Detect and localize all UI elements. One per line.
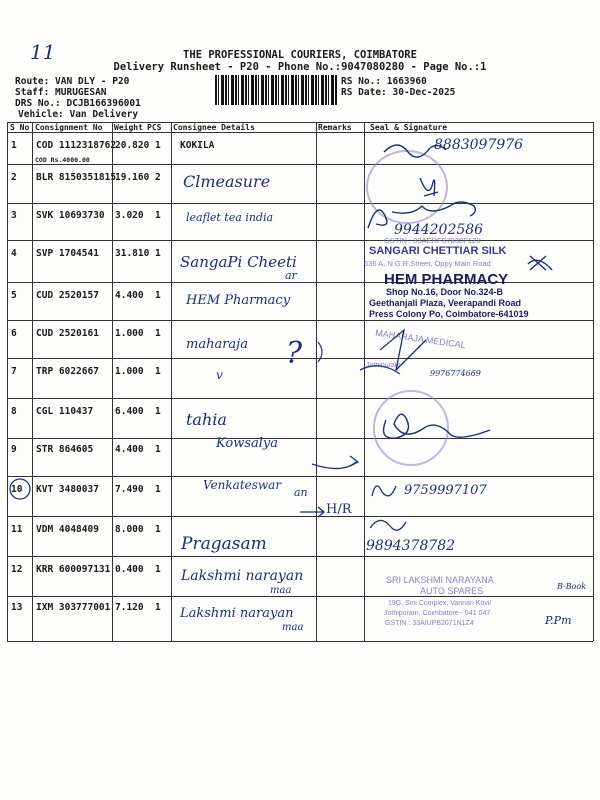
row-divider [7,164,593,165]
row-sno: 13 [11,602,23,613]
row-sno: 10 [11,484,23,495]
hw-note-book: B-Book [557,582,587,591]
row-sno: 3 [11,210,17,221]
hw-hr-note: H/R [326,502,352,517]
hw-phone-row3: 9944202586 [394,222,484,238]
row-pcs: 1 [155,210,161,221]
row-pcs: 1 [155,524,161,535]
hw-consignee-12a: Lakshmi narayan [181,568,304,584]
hw-consignee-9: Kowsalya [216,436,278,451]
stamp4-line3: 19G, Sini Complex, Vannan Kovil [388,600,491,607]
arrow-row9-10 [312,456,358,469]
hw-phone-row1: 8883097976 [434,137,524,153]
row-sno: 7 [11,366,17,377]
row-sno: 9 [11,444,17,455]
row-weight: 4.400 [115,290,144,301]
hw-consignee-8: tahia [186,410,227,429]
row-sno: 6 [11,328,17,339]
round-seal-middle [373,390,449,466]
stamp4-line4: Jothipuram, Coimbatore - 641 047 [384,610,491,617]
col-consignment: Consignment No [35,123,103,132]
row-divider [7,438,593,439]
rs-date: RS Date: 30-Dec-2025 [341,87,456,98]
stamp4-line2: AUTO SPARES [420,586,484,596]
stamp2-line3: Press Colony Po, Coimbatore-641019 [369,309,529,319]
row-weight: 31.810 [115,248,150,259]
row-consignment: CUD 2520161 [36,328,99,339]
row-pcs: 1 [155,444,161,455]
row-weight: 4.400 [115,444,144,455]
row-weight: 7.490 [115,484,144,495]
row-sno: 1 [11,140,17,151]
row-pcs: 1 [155,328,161,339]
row-weight: 20.820 [115,140,150,151]
hw-consignee-12b: maa [270,585,292,596]
row-consignment: BLR 8150351815 [36,172,117,183]
row-divider [7,641,593,642]
company-title: THE PROFESSIONAL COURIERS, COIMBATORE [183,49,417,61]
row-weight: 0.400 [115,564,144,575]
hw-question-mark: ? [286,336,303,371]
row-pcs: 1 [155,564,161,575]
row-consignment: TRP 6022667 [36,366,99,377]
hw-consignee-10: Venkateswar [203,478,282,492]
row-consignment: KRR 600097131 [36,564,111,575]
row-pcs: 1 [155,248,161,259]
cod-note: COD Rs.4000.00 [35,156,90,164]
row-consignment: SVK 10693730 [36,210,105,221]
signature-row4 [528,256,552,270]
hw-consignee-4a: SangaPi Cheeti [180,253,297,271]
row-consignment: CGL 110437 [36,406,94,417]
row-divider [7,516,593,517]
row-pcs: 2 [155,172,161,183]
row-consignment: KVT 3480037 [36,484,99,495]
row-consignment: CUD 2520157 [36,290,99,301]
row-consignment: SVP 1704541 [36,248,99,259]
row-divider [7,320,593,321]
row-divider [7,476,593,477]
signature-row10 [372,486,396,496]
row-pcs: 1 [155,602,161,613]
hw-consignee-13a: Lakshmi narayan [180,606,294,621]
col-pcs: PCS [147,123,162,132]
col-signature: Seal & Signature [370,123,448,132]
stamp1-address: 636 A, N.G.R.Street, Oppy Main Road [364,259,491,268]
hw-consignee-6: maharaja [186,337,248,352]
row-consignment: VDM 4048409 [36,524,99,535]
hw-note-pm: P.Pm [545,614,572,627]
row-divider [7,596,593,597]
stamp1-name: SANGARI CHETTIAR SILK [369,245,507,257]
stamp4-line5: GSTIN : 33AIUPB2071N1Z4 [385,620,474,627]
stamp4-line1: SRI LAKSHMI NARAYANA [386,575,494,585]
col-remarks: Remarks [318,123,352,132]
row-weight: 1.000 [115,366,144,377]
row-weight: 7.120 [115,602,144,613]
round-seal-top [366,150,448,224]
hw-phone-row11: 9894378782 [366,538,456,554]
hw-consignee-5: HEM Pharmacy [186,293,291,308]
row-pcs: 1 [155,366,161,377]
stamp3-name: MAHARAJA MEDICAL [374,327,467,351]
stamp1-gstin: GSTIN : 33AERFS7830F1Z0 [384,236,481,245]
hw-consignee-11: Pragasam [181,534,267,554]
hw-consignee-3: leaflet tea india [186,211,274,224]
hw-tick-7: v [216,368,223,382]
row-consignee: KOKILA [180,140,215,151]
col-consignee: Consignee Details [173,123,255,132]
vehicle-info: Vehicle: Van Delivery [18,109,139,120]
stamp2-name: HEM PHARMACY [384,271,509,288]
row-pcs: 1 [155,484,161,495]
hw-consignee-10b: an [294,486,308,499]
runsheet-subtitle: Delivery Runsheet - P20 - Phone No.:9047080280 - Page No.:1 [113,61,487,73]
row-consignment: COD 1112318762 [36,140,117,151]
row-weight: 1.000 [115,328,144,339]
stamp2-line1: Shop No.16, Door No.324-B [386,287,504,297]
hw-consignee-2: Clmeasure [183,172,271,191]
route-info: Route: VAN DLY - P20 [15,76,130,87]
stamp2-line2: Geethanjali Plaza, Veerapandi Road [369,298,522,308]
row-sno: 2 [11,172,17,183]
row-divider [7,556,593,557]
signature-row11 [370,520,406,530]
rs-number: RS No.: 1663960 [341,76,427,87]
row-pcs: 1 [155,140,161,151]
hw-phone-row10: 9759997107 [404,483,487,498]
top-handwritten-mark: 11 [30,40,56,64]
row-sno: 4 [11,248,17,259]
col-sno: S No [10,123,30,132]
stamp3-address: Jothipuram [366,362,401,369]
row-divider [7,240,593,241]
hw-consignee-13b: maa [282,622,304,633]
row-divider [7,398,593,399]
col-weight: Weight [114,123,143,132]
hw-phone-row6: 9976774669 [430,369,481,378]
bracket-row5-6 [318,342,322,362]
row-sno: 5 [11,290,17,301]
row-weight: 8.000 [115,524,144,535]
row-sno: 8 [11,406,17,417]
row-sno: 11 [11,524,23,535]
row-weight: 3.020 [115,210,144,221]
row-divider [7,203,593,204]
drs-info: DRS No.: DCJB166396001 [15,98,141,109]
drs-barcode [215,75,337,105]
row-weight: 19.160 [115,172,150,183]
row-sno: 12 [11,564,23,575]
row-pcs: 1 [155,406,161,417]
row-weight: 6.400 [115,406,144,417]
hw-consignee-4b: ar [285,269,297,282]
row-consignment: IXM 303777001 [36,602,111,613]
row-pcs: 1 [155,290,161,301]
staff-info: Staff: MURUGESAN [15,87,107,98]
row-consignment: STR 864605 [36,444,94,455]
